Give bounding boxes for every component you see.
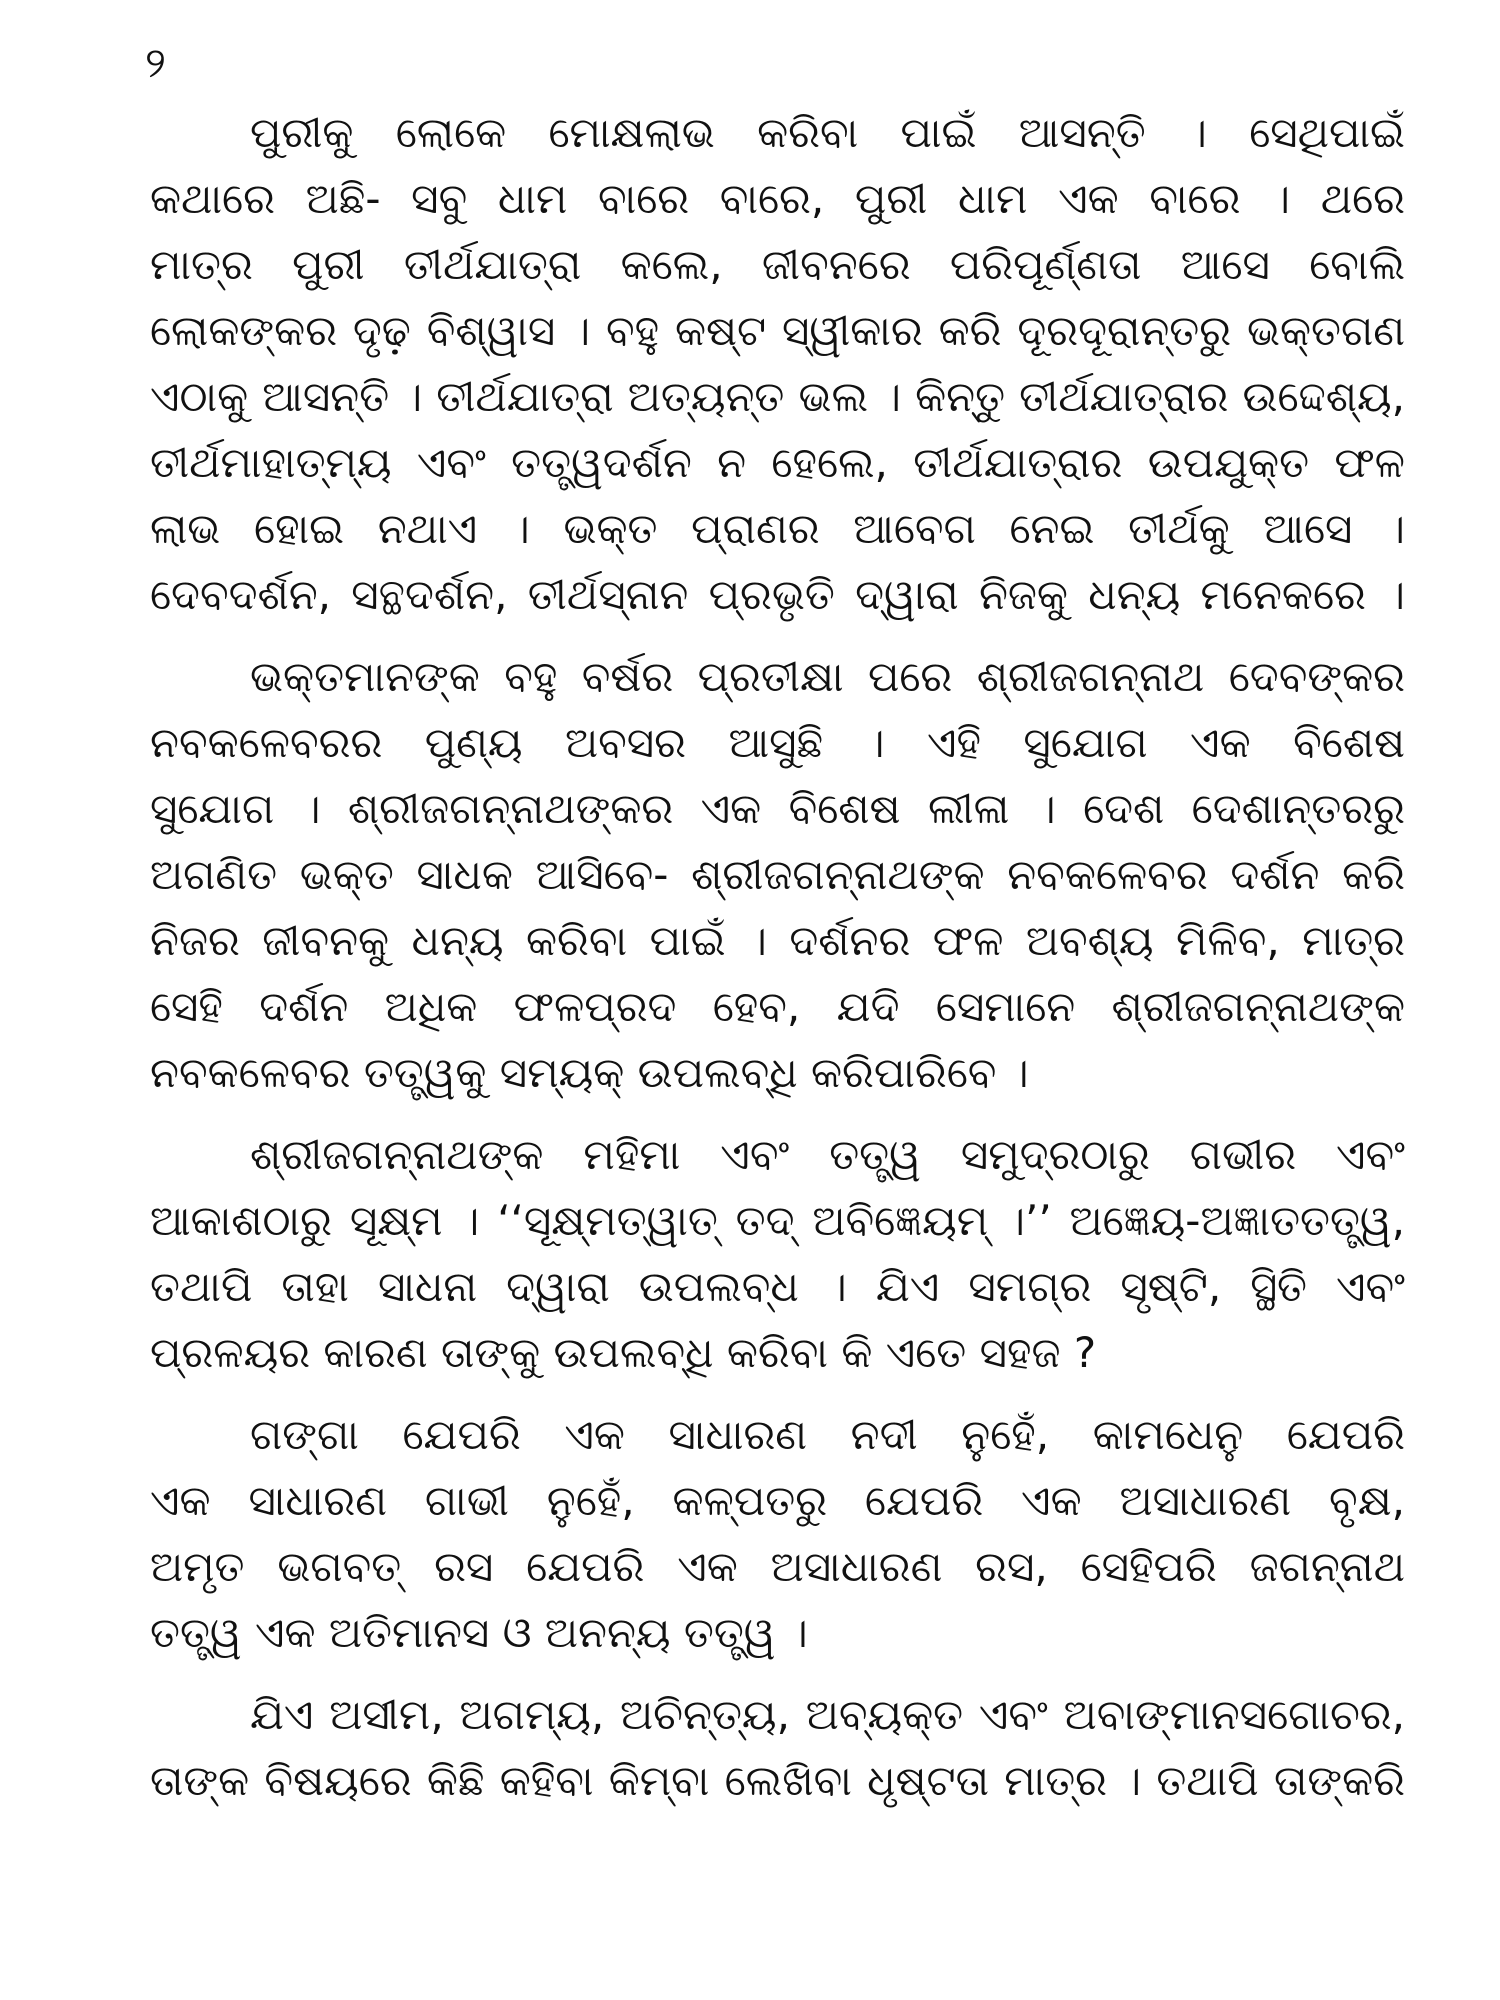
- text-line: ଲାଭ ହୋଇ ନଥାଏ । ଭକ୍ତ ପ୍ରାଣର ଆବେଗ ନେଇ ତୀର୍ଥକୁ ଆସେ ।: [150, 504, 1405, 553]
- text-line: ତତ୍ତ୍ୱ ଏକ ଅତିମାନସ ଓ ଅନନ୍ୟ ତତ୍ତ୍ୱ ।: [150, 1608, 808, 1657]
- text-line: ତୀର୍ଥମାହାତ୍ମ୍ୟ ଏବଂ ତତ୍ତ୍ୱଦର୍ଶନ ନ ହେଲେ, ତୀର୍ଥଯାତ୍ରାର ଉପଯୁକ୍ତ ଫଳ: [150, 438, 1405, 487]
- text-line: ଆକାଶଠାରୁ ସୂକ୍ଷ୍ମ । ‘‘ସୂକ୍ଷ୍ମତ୍ୱାତ୍ ତଦ୍ ଅବିଜ୍ଞେୟମ୍ ।’’ ଅଜ୍ଞେୟ-ଅଜ୍ଞାତତତ୍ତ୍ୱ,: [150, 1196, 1405, 1245]
- text-line: ତାଙ୍କ ବିଷୟରେ କିଛି କହିବା କିମ୍ବା ଲେଖିବା ଧୃଷ୍ଟତା ମାତ୍ର । ତଥାପି ତାଙ୍କରି: [150, 1756, 1405, 1805]
- paragraph-4: [150, 1402, 1405, 1666]
- text-line: ମାତ୍ର ପୁରୀ ତୀର୍ଥଯାତ୍ରା କଲେ, ଜୀବନରେ ପରିପୂର୍ଣ୍ଣତା ଆସେ ବୋଲି: [150, 240, 1405, 289]
- text-line: ଯିଏ ଅସୀମ, ଅଗମ୍ୟ, ଅଚିନ୍ତ୍ୟ, ଅବ୍ୟକ୍ତ ଏବଂ ଅବାଙ୍ମାନସଗୋଚର,: [250, 1690, 1405, 1739]
- text-line: ନବକଳେବରର ପୁଣ୍ୟ ଅବସର ଆସୁଛି । ଏହି ସୁଯୋଗ ଏକ ବିଶେଷ: [150, 718, 1405, 767]
- text-line: ତଥାପି ତାହା ସାଧନା ଦ୍ୱାରା ଉପଲବ୍ଧ । ଯିଏ ସମଗ୍ର ସୃଷ୍ଟି, ସ୍ଥିତି ଏବଂ: [150, 1262, 1405, 1311]
- paragraph-1: [150, 100, 1405, 628]
- text-line: ଅମୃତ ଭଗବତ୍ ରସ ଯେପରି ଏକ ଅସାଧାରଣ ରସ, ସେହିପରି ଜଗନ୍ନାଥ: [150, 1542, 1405, 1591]
- paragraph-5: [150, 1682, 1405, 1814]
- text-line: ନିଜର ଜୀବନକୁ ଧନ୍ୟ କରିବା ପାଇଁ । ଦର୍ଶନର ଫଳ ଅବଶ୍ୟ ମିଳିବ, ମାତ୍ର: [150, 916, 1405, 965]
- text-line: ସେହି ଦର୍ଶନ ଅଧିକ ଫଳପ୍ରଦ ହେବ, ଯଦି ସେମାନେ ଶ୍ରୀଜଗନ୍ନାଥଙ୍କ: [150, 982, 1405, 1031]
- text-line: ଏଠାକୁ ଆସନ୍ତି । ତୀର୍ଥଯାତ୍ରା ଅତ୍ୟନ୍ତ ଭଲ । କିନ୍ତୁ ତୀର୍ଥଯାତ୍ରାର ଉଦ୍ଦେଶ୍ୟ,: [150, 372, 1405, 421]
- paragraph-2: [150, 644, 1405, 1106]
- text-line: ପ୍ରଳୟର କାରଣ ତାଙ୍କୁ ଉପଲବ୍ଧି କରିବା କି ଏତେ ସହଜ ?: [150, 1328, 1097, 1377]
- text-line: ଶ୍ରୀଜଗନ୍ନାଥଙ୍କ ମହିମା ଏବଂ ତତ୍ତ୍ୱ ସମୁଦ୍ରଠାରୁ ଗଭୀର ଏବଂ: [250, 1130, 1405, 1179]
- body-text: [150, 100, 1405, 1830]
- text-line: ଅଗଣିତ ଭକ୍ତ ସାଧକ ଆସିବେ- ଶ୍ରୀଜଗନ୍ନାଥଙ୍କ ନବକଳେବର ଦର୍ଶନ କରି: [150, 850, 1405, 899]
- page-number: ୨: [145, 38, 166, 87]
- text-line: ଭକ୍ତମାନଙ୍କ ବହୁ ବର୍ଷର ପ୍ରତୀକ୍ଷା ପରେ ଶ୍ରୀଜଗନ୍ନାଥ ଦେବଙ୍କର: [250, 652, 1405, 701]
- text-line: ସୁଯୋଗ । ଶ୍ରୀଜଗନ୍ନାଥଙ୍କର ଏକ ବିଶେଷ ଲୀଳା । ଦେଶ ଦେଶାନ୍ତରରୁ: [150, 784, 1405, 833]
- text-line: ଏକ ସାଧାରଣ ଗାଭୀ ନୁହେଁ, କଳ୍ପତରୁ ଯେପରି ଏକ ଅସାଧାରଣ ବୃକ୍ଷ,: [150, 1476, 1405, 1525]
- paragraph-3: [150, 1122, 1405, 1386]
- text-line: ପୁରୀକୁ ଲୋକେ ମୋକ୍ଷଲାଭ କରିବା ପାଇଁ ଆସନ୍ତି । ସେଥିପାଇଁ: [250, 108, 1405, 157]
- text-line: ଦେବଦର୍ଶନ, ସନ୍ଥଦର୍ଶନ, ତୀର୍ଥସ୍ନାନ ପ୍ରଭୃତି ଦ୍ୱାରା ନିଜକୁ ଧନ୍ୟ ମନେକରେ ।: [150, 570, 1405, 619]
- text-line: ଲୋକଙ୍କର ଦୃଢ଼ ବିଶ୍ୱାସ । ବହୁ କଷ୍ଟ ସ୍ୱୀକାର କରି ଦୂରଦୂରାନ୍ତରୁ ଭକ୍ତଗଣ: [150, 306, 1405, 355]
- text-line: ନବକଳେବର ତତ୍ତ୍ୱକୁ ସମ୍ୟକ୍ ଉପଲବ୍ଧି କରିପାରିବେ ।: [150, 1048, 1029, 1097]
- text-line: ଗଙ୍ଗା ଯେପରି ଏକ ସାଧାରଣ ନଦୀ ନୁହେଁ, କାମଧେନୁ ଯେପରି: [250, 1410, 1405, 1459]
- text-line: କଥାରେ ଅଛି- ସବୁ ଧାମ ବାରେ ବାରେ, ପୁରୀ ଧାମ ଏକ ବାରେ । ଥରେ: [150, 174, 1405, 223]
